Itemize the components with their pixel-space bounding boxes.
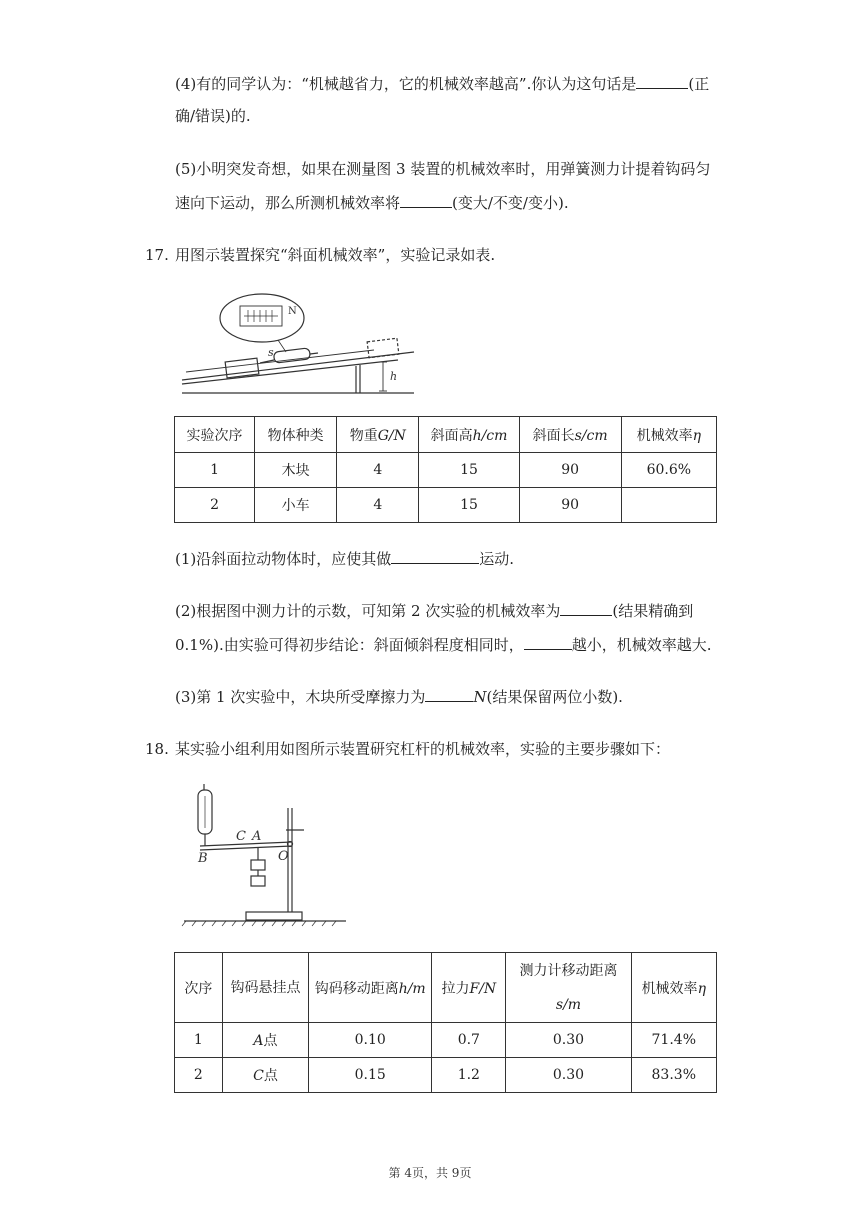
- answer-blank: [560, 601, 612, 616]
- q16-4-line2: 确/错误)的.: [175, 107, 251, 125]
- q16-4-line1: (4)有的同学认为：“机械越省力，它的机械效率越高”.你认为这句话是 (正: [175, 75, 710, 93]
- lever-diagram: [180, 780, 350, 930]
- answer-blank: [636, 74, 688, 89]
- label-n: N: [288, 306, 297, 317]
- incline-diagram: [178, 284, 418, 404]
- label-s: s: [268, 346, 274, 359]
- q17-sub3: (3)第 1 次实验中，木块所受摩擦力为 N(结果保留两位小数).: [175, 688, 623, 706]
- q17-sub2-line2: 0.1%).由实验可得初步结论：斜面倾斜程度相同时， 越小，机械效率越大.: [175, 636, 712, 654]
- label-c: C: [236, 829, 246, 844]
- answer-blank: [391, 549, 479, 564]
- table-row: 1 木块 4 15 90 60.6%: [175, 453, 717, 488]
- answer-blank: [425, 687, 473, 702]
- question-number: 17.: [145, 246, 169, 264]
- table-row: 2 小车 4 15 90: [175, 488, 717, 523]
- question-number: 18.: [145, 740, 169, 758]
- q17-sub2-line1: (2)根据图中测力计的示数，可知第 2 次实验的机械效率为 (结果精确到: [175, 602, 694, 620]
- q16-5-line1: (5)小明突发奇想，如果在测量图 3 装置的机械效率时，用弹簧测力计提着钩码匀: [175, 160, 711, 178]
- label-a: A: [252, 829, 262, 844]
- table-header-row: 次序 钩码悬挂点 钩码移动距离h/m 拉力F/N 测力计移动距离s/m 机械效率η: [175, 953, 717, 1023]
- table-header-row: 实验次序 物体种类 物重G/N 斜面高h/cm 斜面长s/cm 机械效率η: [175, 417, 717, 453]
- page-footer: 第 4页，共 9页: [388, 1166, 472, 1180]
- table-row: 1 A点 0.10 0.7 0.30 71.4%: [175, 1023, 717, 1058]
- label-h: h: [390, 370, 398, 383]
- incline-data-table: [174, 416, 717, 523]
- table-row: 2 C点 0.15 1.2 0.30 83.3%: [175, 1058, 717, 1093]
- q16-5-line2: 速向下运动，那么所测机械效率将 (变大/不变/变小).: [175, 194, 569, 212]
- label-o: O: [278, 849, 289, 864]
- q17-sub1: (1)沿斜面拉动物体时，应使其做 运动.: [175, 550, 515, 568]
- answer-blank: [400, 193, 452, 208]
- answer-blank: [524, 635, 572, 650]
- question-stem: 某实验小组利用如图所示装置研究杠杆的机械效率，实验的主要步骤如下：: [175, 740, 671, 758]
- question-stem: 用图示装置探究“斜面机械效率”，实验记录如表.: [175, 246, 496, 264]
- label-b: B: [198, 851, 208, 866]
- lever-data-table: [174, 952, 717, 1093]
